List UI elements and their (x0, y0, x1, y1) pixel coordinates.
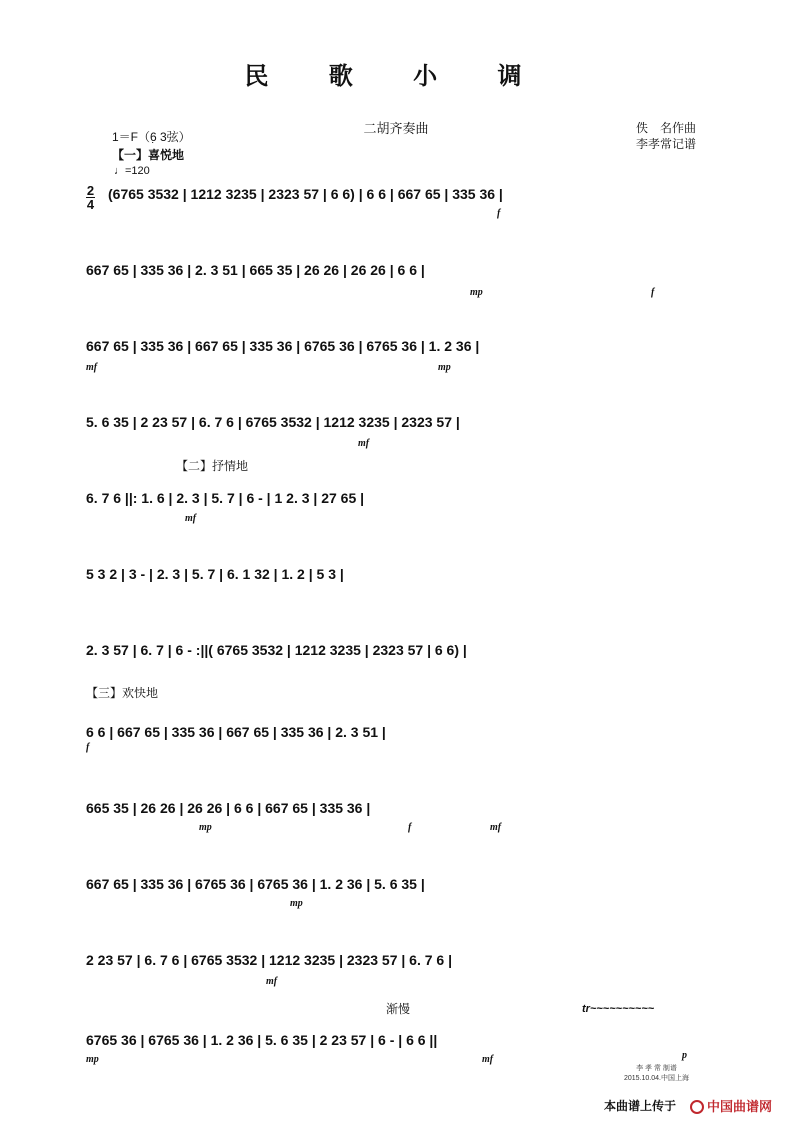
notation-line-1: (6765 3532 | 1212 3235 | 2323 57 | 6 6) | 6 6 | 667 65 | 335 36 | (108, 186, 503, 202)
logo-icon (690, 1100, 704, 1114)
score-title: 民 歌 小 调 (244, 61, 548, 90)
notation-line-11: 2 23 57 | 6. 7 6 | 6765 3532 | 1212 3235 | 2323 57 | 6. 7 6 | (86, 952, 453, 968)
score-line-1 (100, 180, 712, 218)
score-line-11 (86, 946, 712, 984)
score-line-2 (86, 256, 712, 294)
score-line-12 (86, 1026, 712, 1064)
upload-note: 本曲谱上传于 (604, 1099, 677, 1113)
dynamic-mark: mf (482, 1054, 494, 1065)
notation-line-2: 667 65 | 335 36 | 2. 3 51 | 665 35 | 26 26 | 26 26 | 6 6 | (86, 262, 425, 278)
score-line-3 (86, 332, 712, 370)
dynamic-mark: f (408, 822, 412, 833)
dynamic-mark: mp (199, 822, 212, 833)
section-label-3: 【三】欢快地 (86, 686, 159, 700)
notation-line-6: 5 3 2 | 3 - | 2. 3 | 5. 7 | 6. 1 32 | 1. 2 | 5 3 | (86, 566, 344, 582)
notation-line-8: 6 6 | 667 65 | 335 36 | 667 65 | 335 36 | 2. 3 51 | (86, 724, 386, 740)
dynamic-mark: mp (470, 287, 483, 298)
tempo-marking: ♩=120 (114, 165, 150, 177)
dynamic-mark: mf (490, 822, 502, 833)
dynamic-mark: mp (438, 362, 451, 373)
score-line-10 (86, 870, 712, 908)
score-line-4 (86, 408, 712, 446)
notation-line-3: 667 65 | 335 36 | 667 65 | 335 36 | 6765 36 | 6765 36 | 1. 2 36 | (86, 338, 480, 354)
logo-text: 中国曲谱网 (707, 1100, 773, 1115)
score-line-5 (86, 484, 712, 522)
notation-line-7: 2. 3 57 | 6. 7 | 6 - :||( 6765 3532 | 1212 3235 | 2323 57 | 6 6) | (86, 642, 467, 658)
time-bottom: 4 (86, 197, 95, 212)
score-line-6 (86, 560, 712, 598)
arranger-name: 李 孝 常 制谱 (636, 1065, 677, 1072)
notation-line-4: 5. 6 35 | 2 23 57 | 6. 7 6 | 6765 3532 | 1212 3235 | 2323 57 | (86, 414, 460, 430)
time-signature (86, 185, 95, 210)
notation-line-12: 6765 36 | 6765 36 | 1. 2 36 | 5. 6 35 | 2 23 57 | 6 - | 6 6 || (86, 1032, 438, 1048)
notation-line-9: 665 35 | 26 26 | 26 26 | 6 6 | 667 65 | 335 36 | (86, 800, 371, 816)
ritardando-marking: 渐慢 (386, 1002, 411, 1016)
dynamic-mark: mf (358, 438, 370, 449)
score-line-9 (86, 794, 712, 832)
dynamic-mark: mf (266, 976, 278, 987)
dynamic-mark: p (682, 1050, 687, 1061)
arranger-date: 2015.10.04.中国上海 (624, 1075, 689, 1082)
dynamic-mark: mp (290, 898, 303, 909)
score-line-7 (86, 636, 712, 674)
trill-marking: tr~~~~~~~~~~ (582, 1003, 655, 1015)
time-top: 2 (86, 183, 95, 198)
section-label-2: 【二】抒情地 (176, 459, 249, 473)
dynamic-mark: mp (86, 1054, 99, 1065)
score-subtitle: 二胡齐奏曲 (363, 121, 429, 136)
notation-line-5: 6. 7 6 ||: 1. 6 | 2. 3 | 5. 7 | 6 - | 1 2. 3 | 27 65 | (86, 490, 365, 506)
section-label-1: 【一】喜悦地 (112, 148, 185, 162)
dynamic-mark: mf (185, 513, 197, 524)
dynamic-mark: mf (86, 362, 98, 373)
composer-line: 佚 名作曲 (636, 121, 697, 135)
dynamic-mark: f (497, 208, 501, 219)
composer-credits (636, 120, 696, 152)
key-signature: 1＝F（6̣ 3弦） (112, 130, 191, 144)
site-logo[interactable] (690, 1096, 772, 1115)
notation-line-10: 667 65 | 335 36 | 6765 36 | 6765 36 | 1. 2 36 | 5. 6 35 | (86, 876, 425, 892)
transcriber-line: 李孝常记谱 (636, 137, 697, 151)
arranger-meta (624, 1064, 689, 1084)
dynamic-mark: f (86, 742, 90, 753)
dynamic-mark: f (651, 287, 655, 298)
score-line-8 (86, 718, 712, 756)
